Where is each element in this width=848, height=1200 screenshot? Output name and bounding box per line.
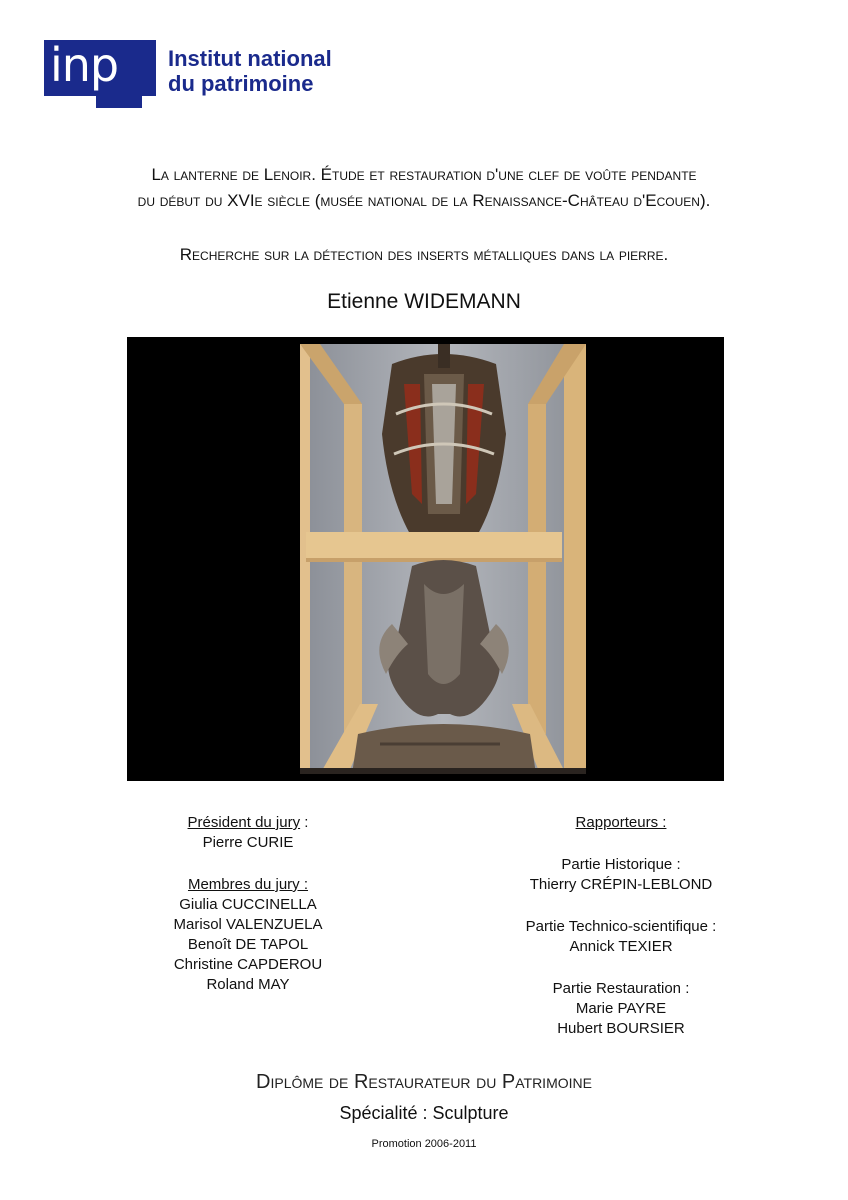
president-colon: : [300,814,309,831]
president-label: Président du jury [187,814,301,831]
cover-photo [127,337,724,781]
thesis-title [0,162,848,214]
restauration-name: Marie PAYRE [575,1000,667,1017]
historique-label: Partie Historique : [561,856,681,873]
jury-member: Giulia CUCCINELLA [179,896,317,913]
diploma-title: Diplôme de Restaurateur du Patrimoine [256,1071,592,1093]
technico-label: Partie Technico-scientifique : [525,918,717,935]
title-line-1: La lanterne de Lenoir. Étude et restauration d'une clef de voûte pendante [151,165,697,184]
jury-member: Benoît DE TAPOL [187,936,309,953]
historique-name: Thierry CRÉPIN-LEBLOND [529,876,713,893]
lantern-photo [300,344,586,774]
rapporteurs-label: Rapporteurs : [575,814,667,831]
logo-mark-tail [96,96,142,108]
president-name: Pierre CURIE [202,834,294,851]
members-label: Membres du jury : [187,876,309,893]
jury-column [148,813,348,995]
logo-line-2: du patrimoine [168,71,314,96]
technico-name: Annick TEXIER [569,938,673,955]
promotion: Promotion 2006-2011 [371,1138,477,1150]
logo-mark: inp [44,40,156,96]
restauration-label: Partie Restauration : [552,980,690,997]
jury-member: Christine CAPDEROU [173,956,323,973]
rapporteurs-column [490,813,752,1039]
inp-logo [44,40,364,110]
jury-member: Marisol VALENZUELA [173,916,323,933]
restauration-name: Hubert BOURSIER [557,1020,685,1037]
jury-member: Roland MAY [206,976,290,993]
president-line [148,813,348,833]
thesis-subtitle: Recherche sur la détection des inserts métalliques dans la pierre. [179,245,669,264]
speciality: Spécialité : Sculpture [339,1103,509,1123]
title-line-2: du début du XVIe siècle (musée national de la Renaissance-Château d'Ecouen). [137,191,711,210]
author-name: Etienne WIDEMANN [327,290,521,313]
logo-line-1: Institut national [168,46,332,71]
logo-text [168,46,332,96]
